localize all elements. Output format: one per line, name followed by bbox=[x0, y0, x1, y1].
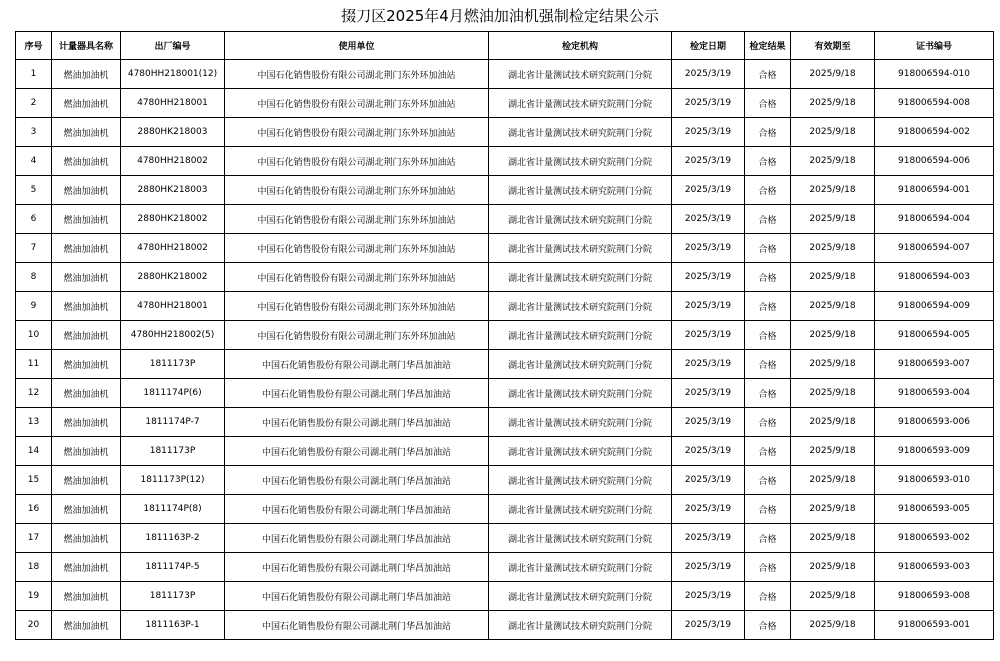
cell-user-unit: 中国石化销售股份有限公司湖北荆门东外环加油站 bbox=[225, 60, 489, 89]
cell-index: 8 bbox=[16, 263, 52, 292]
cell-valid-until: 2025/9/18 bbox=[791, 524, 875, 553]
cell-valid-until: 2025/9/18 bbox=[791, 89, 875, 118]
table-row bbox=[16, 89, 994, 118]
cell-verification-agency: 湖北省计量测试技术研究院荆门分院 bbox=[489, 234, 672, 263]
table-row bbox=[16, 379, 994, 408]
cell-valid-until: 2025/9/18 bbox=[791, 205, 875, 234]
cell-user-unit: 中国石化销售股份有限公司湖北荆门华昌加油站 bbox=[225, 611, 489, 640]
cell-verification-date: 2025/3/19 bbox=[672, 321, 745, 350]
cell-certificate-number: 918006594-007 bbox=[875, 234, 994, 263]
cell-instrument-name: 燃油加油机 bbox=[52, 60, 121, 89]
cell-verification-date: 2025/3/19 bbox=[672, 379, 745, 408]
cell-verification-date: 2025/3/19 bbox=[672, 176, 745, 205]
cell-result: 合格 bbox=[745, 379, 791, 408]
cell-certificate-number: 918006593-004 bbox=[875, 379, 994, 408]
cell-serial-number: 2880HK218002 bbox=[121, 263, 225, 292]
cell-index: 6 bbox=[16, 205, 52, 234]
cell-verification-date: 2025/3/19 bbox=[672, 234, 745, 263]
cell-index: 3 bbox=[16, 118, 52, 147]
cell-certificate-number: 918006593-010 bbox=[875, 466, 994, 495]
cell-verification-date: 2025/3/19 bbox=[672, 466, 745, 495]
cell-valid-until: 2025/9/18 bbox=[791, 234, 875, 263]
table-row bbox=[16, 263, 994, 292]
cell-result: 合格 bbox=[745, 437, 791, 466]
cell-serial-number: 1811173P bbox=[121, 350, 225, 379]
cell-valid-until: 2025/9/18 bbox=[791, 263, 875, 292]
cell-instrument-name: 燃油加油机 bbox=[52, 379, 121, 408]
cell-valid-until: 2025/9/18 bbox=[791, 118, 875, 147]
cell-result: 合格 bbox=[745, 205, 791, 234]
cell-certificate-number: 918006593-001 bbox=[875, 611, 994, 640]
cell-valid-until: 2025/9/18 bbox=[791, 350, 875, 379]
cell-certificate-number: 918006594-010 bbox=[875, 60, 994, 89]
cell-valid-until: 2025/9/18 bbox=[791, 582, 875, 611]
header-cell-index: 序号 bbox=[16, 32, 52, 60]
cell-certificate-number: 918006593-003 bbox=[875, 553, 994, 582]
cell-verification-date: 2025/3/19 bbox=[672, 118, 745, 147]
cell-verification-agency: 湖北省计量测试技术研究院荆门分院 bbox=[489, 147, 672, 176]
cell-verification-date: 2025/3/19 bbox=[672, 611, 745, 640]
cell-serial-number: 1811163P-2 bbox=[121, 524, 225, 553]
cell-valid-until: 2025/9/18 bbox=[791, 60, 875, 89]
cell-certificate-number: 918006593-002 bbox=[875, 524, 994, 553]
cell-verification-agency: 湖北省计量测试技术研究院荆门分院 bbox=[489, 495, 672, 524]
cell-verification-date: 2025/3/19 bbox=[672, 205, 745, 234]
cell-user-unit: 中国石化销售股份有限公司湖北荆门华昌加油站 bbox=[225, 524, 489, 553]
cell-result: 合格 bbox=[745, 292, 791, 321]
cell-instrument-name: 燃油加油机 bbox=[52, 147, 121, 176]
cell-serial-number: 1811174P(8) bbox=[121, 495, 225, 524]
cell-result: 合格 bbox=[745, 611, 791, 640]
cell-index: 11 bbox=[16, 350, 52, 379]
cell-verification-agency: 湖北省计量测试技术研究院荆门分院 bbox=[489, 524, 672, 553]
cell-user-unit: 中国石化销售股份有限公司湖北荆门华昌加油站 bbox=[225, 553, 489, 582]
cell-certificate-number: 918006594-008 bbox=[875, 89, 994, 118]
header-cell-user-unit: 使用单位 bbox=[225, 32, 489, 60]
header-cell-valid-until: 有效期至 bbox=[791, 32, 875, 60]
cell-result: 合格 bbox=[745, 147, 791, 176]
cell-verification-agency: 湖北省计量测试技术研究院荆门分院 bbox=[489, 611, 672, 640]
cell-verification-agency: 湖北省计量测试技术研究院荆门分院 bbox=[489, 553, 672, 582]
cell-serial-number: 1811174P(6) bbox=[121, 379, 225, 408]
cell-index: 10 bbox=[16, 321, 52, 350]
cell-result: 合格 bbox=[745, 553, 791, 582]
cell-user-unit: 中国石化销售股份有限公司湖北荆门东外环加油站 bbox=[225, 205, 489, 234]
results-table bbox=[15, 31, 994, 640]
cell-instrument-name: 燃油加油机 bbox=[52, 553, 121, 582]
cell-certificate-number: 918006594-006 bbox=[875, 147, 994, 176]
cell-instrument-name: 燃油加油机 bbox=[52, 466, 121, 495]
cell-valid-until: 2025/9/18 bbox=[791, 611, 875, 640]
cell-certificate-number: 918006594-003 bbox=[875, 263, 994, 292]
cell-serial-number: 1811174P-5 bbox=[121, 553, 225, 582]
cell-user-unit: 中国石化销售股份有限公司湖北荆门东外环加油站 bbox=[225, 89, 489, 118]
table-row bbox=[16, 292, 994, 321]
table-row bbox=[16, 176, 994, 205]
cell-verification-date: 2025/3/19 bbox=[672, 89, 745, 118]
cell-index: 15 bbox=[16, 466, 52, 495]
cell-serial-number: 4780HH218001 bbox=[121, 89, 225, 118]
table-row bbox=[16, 495, 994, 524]
cell-instrument-name: 燃油加油机 bbox=[52, 611, 121, 640]
cell-verification-date: 2025/3/19 bbox=[672, 263, 745, 292]
cell-index: 12 bbox=[16, 379, 52, 408]
table-row bbox=[16, 350, 994, 379]
cell-valid-until: 2025/9/18 bbox=[791, 495, 875, 524]
cell-certificate-number: 918006593-006 bbox=[875, 408, 994, 437]
cell-instrument-name: 燃油加油机 bbox=[52, 263, 121, 292]
cell-serial-number: 4780HH218001 bbox=[121, 292, 225, 321]
cell-certificate-number: 918006593-005 bbox=[875, 495, 994, 524]
cell-verification-agency: 湖北省计量测试技术研究院荆门分院 bbox=[489, 263, 672, 292]
cell-result: 合格 bbox=[745, 263, 791, 292]
table-row bbox=[16, 611, 994, 640]
cell-verification-agency: 湖北省计量测试技术研究院荆门分院 bbox=[489, 350, 672, 379]
header-cell-verification-agency: 检定机构 bbox=[489, 32, 672, 60]
header-cell-result: 检定结果 bbox=[745, 32, 791, 60]
cell-verification-date: 2025/3/19 bbox=[672, 524, 745, 553]
cell-instrument-name: 燃油加油机 bbox=[52, 350, 121, 379]
cell-verification-agency: 湖北省计量测试技术研究院荆门分院 bbox=[489, 176, 672, 205]
cell-certificate-number: 918006594-001 bbox=[875, 176, 994, 205]
cell-serial-number: 4780HH218002 bbox=[121, 147, 225, 176]
cell-certificate-number: 918006593-007 bbox=[875, 350, 994, 379]
cell-valid-until: 2025/9/18 bbox=[791, 379, 875, 408]
cell-result: 合格 bbox=[745, 60, 791, 89]
cell-index: 16 bbox=[16, 495, 52, 524]
cell-verification-date: 2025/3/19 bbox=[672, 147, 745, 176]
cell-instrument-name: 燃油加油机 bbox=[52, 582, 121, 611]
cell-valid-until: 2025/9/18 bbox=[791, 553, 875, 582]
cell-result: 合格 bbox=[745, 466, 791, 495]
cell-index: 4 bbox=[16, 147, 52, 176]
cell-instrument-name: 燃油加油机 bbox=[52, 118, 121, 147]
cell-verification-agency: 湖北省计量测试技术研究院荆门分院 bbox=[489, 437, 672, 466]
cell-user-unit: 中国石化销售股份有限公司湖北荆门华昌加油站 bbox=[225, 408, 489, 437]
cell-verification-agency: 湖北省计量测试技术研究院荆门分院 bbox=[489, 292, 672, 321]
cell-result: 合格 bbox=[745, 89, 791, 118]
header-row bbox=[16, 32, 994, 60]
cell-valid-until: 2025/9/18 bbox=[791, 292, 875, 321]
cell-user-unit: 中国石化销售股份有限公司湖北荆门东外环加油站 bbox=[225, 118, 489, 147]
cell-verification-agency: 湖北省计量测试技术研究院荆门分院 bbox=[489, 379, 672, 408]
page-title: 掇刀区2025年4月燃油加油机强制检定结果公示 bbox=[341, 7, 659, 25]
cell-certificate-number: 918006594-004 bbox=[875, 205, 994, 234]
cell-verification-date: 2025/3/19 bbox=[672, 495, 745, 524]
cell-instrument-name: 燃油加油机 bbox=[52, 321, 121, 350]
cell-verification-date: 2025/3/19 bbox=[672, 582, 745, 611]
table-row bbox=[16, 582, 994, 611]
cell-user-unit: 中国石化销售股份有限公司湖北荆门华昌加油站 bbox=[225, 582, 489, 611]
table-header bbox=[16, 32, 994, 60]
header-cell-serial-number: 出厂编号 bbox=[121, 32, 225, 60]
cell-serial-number: 1811173P(12) bbox=[121, 466, 225, 495]
cell-index: 13 bbox=[16, 408, 52, 437]
cell-certificate-number: 918006593-008 bbox=[875, 582, 994, 611]
cell-result: 合格 bbox=[745, 495, 791, 524]
cell-user-unit: 中国石化销售股份有限公司湖北荆门东外环加油站 bbox=[225, 263, 489, 292]
cell-verification-agency: 湖北省计量测试技术研究院荆门分院 bbox=[489, 582, 672, 611]
cell-instrument-name: 燃油加油机 bbox=[52, 292, 121, 321]
cell-valid-until: 2025/9/18 bbox=[791, 176, 875, 205]
cell-verification-date: 2025/3/19 bbox=[672, 60, 745, 89]
cell-verification-agency: 湖北省计量测试技术研究院荆门分院 bbox=[489, 466, 672, 495]
cell-verification-agency: 湖北省计量测试技术研究院荆门分院 bbox=[489, 205, 672, 234]
cell-index: 19 bbox=[16, 582, 52, 611]
table-row bbox=[16, 205, 994, 234]
cell-certificate-number: 918006594-009 bbox=[875, 292, 994, 321]
cell-verification-date: 2025/3/19 bbox=[672, 437, 745, 466]
table-row bbox=[16, 234, 994, 263]
cell-result: 合格 bbox=[745, 234, 791, 263]
cell-valid-until: 2025/9/18 bbox=[791, 437, 875, 466]
header-cell-instrument-name: 计量器具名称 bbox=[52, 32, 121, 60]
cell-certificate-number: 918006594-005 bbox=[875, 321, 994, 350]
cell-instrument-name: 燃油加油机 bbox=[52, 437, 121, 466]
table-row bbox=[16, 408, 994, 437]
table-row bbox=[16, 466, 994, 495]
cell-result: 合格 bbox=[745, 321, 791, 350]
cell-user-unit: 中国石化销售股份有限公司湖北荆门华昌加油站 bbox=[225, 350, 489, 379]
table-row bbox=[16, 437, 994, 466]
cell-result: 合格 bbox=[745, 582, 791, 611]
cell-serial-number: 4780HH218001(12) bbox=[121, 60, 225, 89]
cell-instrument-name: 燃油加油机 bbox=[52, 176, 121, 205]
table-row bbox=[16, 118, 994, 147]
cell-user-unit: 中国石化销售股份有限公司湖北荆门东外环加油站 bbox=[225, 292, 489, 321]
cell-user-unit: 中国石化销售股份有限公司湖北荆门华昌加油站 bbox=[225, 495, 489, 524]
cell-serial-number: 1811173P bbox=[121, 582, 225, 611]
cell-user-unit: 中国石化销售股份有限公司湖北荆门华昌加油站 bbox=[225, 379, 489, 408]
cell-user-unit: 中国石化销售股份有限公司湖北荆门华昌加油站 bbox=[225, 437, 489, 466]
cell-index: 14 bbox=[16, 437, 52, 466]
cell-user-unit: 中国石化销售股份有限公司湖北荆门东外环加油站 bbox=[225, 321, 489, 350]
cell-verification-agency: 湖北省计量测试技术研究院荆门分院 bbox=[489, 118, 672, 147]
cell-index: 18 bbox=[16, 553, 52, 582]
cell-user-unit: 中国石化销售股份有限公司湖北荆门东外环加油站 bbox=[225, 234, 489, 263]
cell-instrument-name: 燃油加油机 bbox=[52, 205, 121, 234]
cell-verification-agency: 湖北省计量测试技术研究院荆门分院 bbox=[489, 408, 672, 437]
cell-index: 1 bbox=[16, 60, 52, 89]
cell-instrument-name: 燃油加油机 bbox=[52, 524, 121, 553]
cell-certificate-number: 918006594-002 bbox=[875, 118, 994, 147]
cell-serial-number: 4780HH218002 bbox=[121, 234, 225, 263]
table-row bbox=[16, 321, 994, 350]
cell-user-unit: 中国石化销售股份有限公司湖北荆门东外环加油站 bbox=[225, 147, 489, 176]
cell-valid-until: 2025/9/18 bbox=[791, 321, 875, 350]
cell-verification-agency: 湖北省计量测试技术研究院荆门分院 bbox=[489, 60, 672, 89]
cell-serial-number: 1811163P-1 bbox=[121, 611, 225, 640]
header-cell-verification-date: 检定日期 bbox=[672, 32, 745, 60]
table-body bbox=[16, 60, 994, 640]
table-row bbox=[16, 524, 994, 553]
cell-serial-number: 2880HK218002 bbox=[121, 205, 225, 234]
cell-result: 合格 bbox=[745, 408, 791, 437]
cell-certificate-number: 918006593-009 bbox=[875, 437, 994, 466]
cell-valid-until: 2025/9/18 bbox=[791, 466, 875, 495]
cell-user-unit: 中国石化销售股份有限公司湖北荆门东外环加油站 bbox=[225, 176, 489, 205]
cell-user-unit: 中国石化销售股份有限公司湖北荆门华昌加油站 bbox=[225, 466, 489, 495]
cell-index: 20 bbox=[16, 611, 52, 640]
cell-index: 5 bbox=[16, 176, 52, 205]
cell-index: 2 bbox=[16, 89, 52, 118]
cell-verification-date: 2025/3/19 bbox=[672, 553, 745, 582]
table-row bbox=[16, 147, 994, 176]
header-cell-certificate-number: 证书编号 bbox=[875, 32, 994, 60]
cell-result: 合格 bbox=[745, 350, 791, 379]
cell-serial-number: 2880HK218003 bbox=[121, 118, 225, 147]
cell-result: 合格 bbox=[745, 118, 791, 147]
cell-index: 17 bbox=[16, 524, 52, 553]
cell-result: 合格 bbox=[745, 524, 791, 553]
cell-instrument-name: 燃油加油机 bbox=[52, 408, 121, 437]
cell-serial-number: 1811174P-7 bbox=[121, 408, 225, 437]
cell-serial-number: 4780HH218002(5) bbox=[121, 321, 225, 350]
cell-instrument-name: 燃油加油机 bbox=[52, 234, 121, 263]
cell-valid-until: 2025/9/18 bbox=[791, 408, 875, 437]
cell-verification-date: 2025/3/19 bbox=[672, 350, 745, 379]
cell-instrument-name: 燃油加油机 bbox=[52, 495, 121, 524]
cell-instrument-name: 燃油加油机 bbox=[52, 89, 121, 118]
cell-valid-until: 2025/9/18 bbox=[791, 147, 875, 176]
cell-verification-agency: 湖北省计量测试技术研究院荆门分院 bbox=[489, 321, 672, 350]
cell-result: 合格 bbox=[745, 176, 791, 205]
cell-index: 7 bbox=[16, 234, 52, 263]
cell-index: 9 bbox=[16, 292, 52, 321]
cell-serial-number: 2880HK218003 bbox=[121, 176, 225, 205]
cell-serial-number: 1811173P bbox=[121, 437, 225, 466]
table-row bbox=[16, 553, 994, 582]
cell-verification-date: 2025/3/19 bbox=[672, 408, 745, 437]
cell-verification-date: 2025/3/19 bbox=[672, 292, 745, 321]
table-row bbox=[16, 60, 994, 89]
cell-verification-agency: 湖北省计量测试技术研究院荆门分院 bbox=[489, 89, 672, 118]
